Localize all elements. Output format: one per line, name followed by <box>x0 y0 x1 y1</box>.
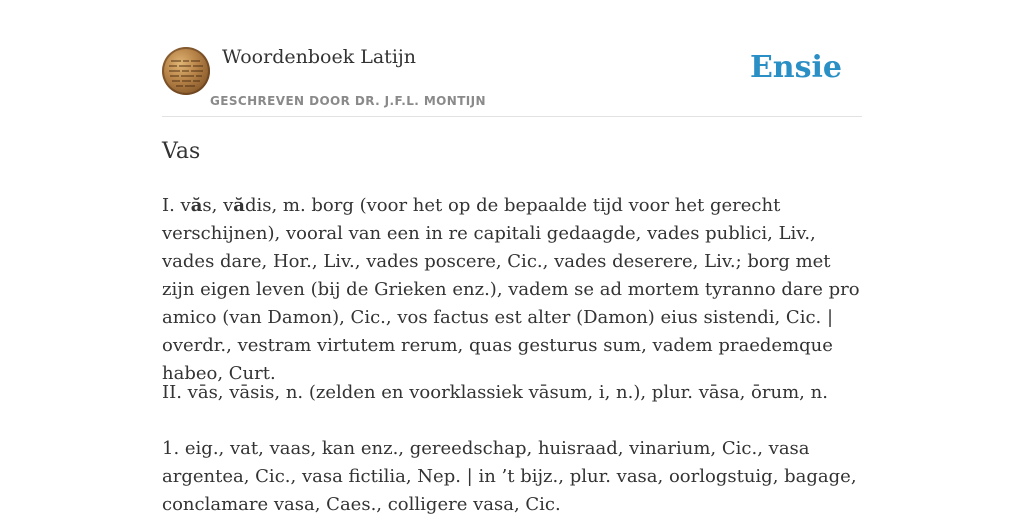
p1-prefix: I. v <box>162 195 191 216</box>
book-title[interactable]: Woordenboek Latijn <box>222 46 417 68</box>
p1-rest: dis, m. borg (voor het op de bepaalde tijd voor het gerecht verschijnen), vooral van een in re capitali gedaagde, vades publici, Liv., vades dare, Hor., Liv., vades poscere, Cic., vades deserere, Liv.; borg met zijn eigen leven (bij de Grieken enz.), vadem se ad mortem tyranno dare pro amico (van Damon), Cic., vos factus est alter (Damon) eius sistendi, Cic. | overdr., vestram virtutem rerum, quas gesturus sum, vadem praedemque habeo, Curt. <box>162 195 860 384</box>
entry-paragraph-2: II. vās, vāsis, n. (zelden en voorklassiek vāsum, i, n.), plur. vāsa, ōrum, n. <box>162 382 828 403</box>
p1-mid: s, v <box>202 195 234 216</box>
entry-paragraph-3: 1. eig., vat, vaas, kan enz., gereedschap, huisraad, vinarium, Cic., vasa argentea, Cic., vasa fictilia, Nep. | in ’t bijz., plur. vasa, oorlogstuig, bagage, conclamare vasa, Caes., colligere vasa, Cic. <box>162 438 857 515</box>
author-line: GESCHREVEN DOOR DR. J.F.L. MONTIJN <box>210 94 486 108</box>
coin-engraving-icon <box>162 47 210 95</box>
entry-paragraph-1 <box>162 192 862 388</box>
ensie-logo[interactable]: Ensie <box>749 50 842 85</box>
p1-breve-1: ă <box>190 195 203 216</box>
header <box>162 40 862 117</box>
coin-icon <box>162 47 210 95</box>
entry-title: Vas <box>162 139 201 164</box>
page <box>162 0 862 515</box>
p1-breve-2: ă <box>233 195 245 216</box>
